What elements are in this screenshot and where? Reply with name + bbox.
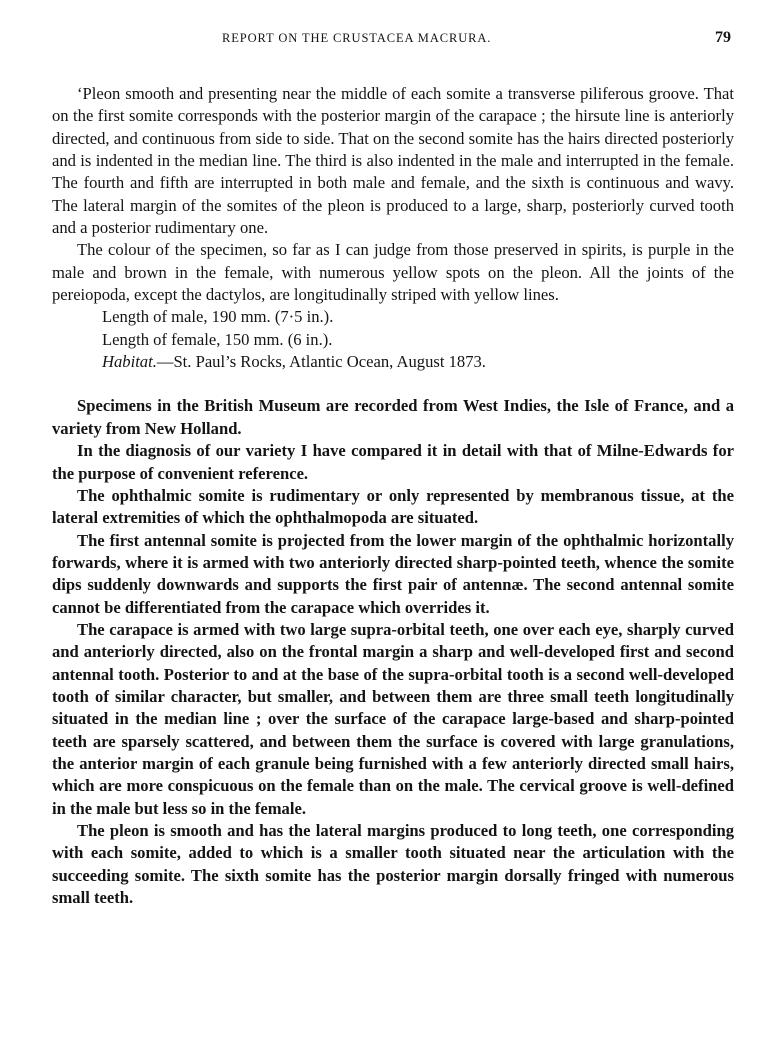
habitat-text: —St. Paul’s Rocks, Atlantic Ocean, August 1873. [156,352,486,372]
paragraph-colour: The colour of the specimen, so far as I can judge from those preserved in spirits, is purple in the male and brown in the female, with numerous yellow spots on the pleon. All the joints of the pereiopoda, except the dactylos, are longitudinally striped with yellow lines. [52,240,734,305]
paragraph-carapace: The carapace is armed with two large supra-orbital teeth, one over each eye, sharply curved and anteriorly directed, also on the frontal margin a sharp and well-developed first and second antennal tooth. Posterior to and at the base of the supra-orbital tooth is a second well-developed tooth of similar character, but smaller, and between them are three small teeth longitudinally situated in the median line ; over the surface of the carapace large-based and sharp-pointed teeth are sparsely scattered, and between them the surface is covered with large granulations, the anterior margin of each granule being furnished with a few anteriorly directed small hairs, which are more conspicuous on the female than on the male. The cervical groove is well-defined in the male but less so in the female. [52,619,734,818]
length-female: Length of female, 150 mm. (6 in.). [102,329,333,349]
running-head: REPORT ON THE CRUSTACEA MACRURA. [222,31,492,45]
length-male: Length of male, 190 mm. (7·5 in.). [102,307,334,327]
section-gap [52,373,734,395]
page-header [0,31,776,51]
paragraph-diagnosis: In the diagnosis of our variety I have compared it in detail with that of Milne-Edwards for the purpose of convenient reference. [52,441,734,483]
habitat-label: Habitat. [102,352,157,372]
paragraph-specimens: Specimens in the British Museum are recorded from West Indies, the Isle of France, and a variety from New Holland. [52,396,734,438]
paragraph-antennal: The first antennal somite is projected from the lower margin of the ophthalmic horizontally forwards, where it is armed with two anteriorly directed sharp-pointed teeth, whence the somite dips suddenly downwards and supports the first pair of antennæ. The second antennal somite cannot be differentiated from the carapace which overrides it. [52,530,734,617]
page-number: 79 [715,29,731,46]
body-text [52,83,734,909]
habitat [52,351,734,373]
paragraph-ophthalmic: The ophthalmic somite is rudimentary or only represented by membranous tissue, at the lateral extremities of which the ophthalmopoda are situated. [52,485,734,528]
paragraph-pleon-teeth: The pleon is smooth and has the lateral margins produced to long teeth, one corresponding with each somite, added to which is a smaller tooth situated near the articulation with the succeeding somite. The sixth somite has the posterior margin dorsally fringed with numerous small teeth. [52,821,734,908]
paragraph-pleon: ‘Pleon smooth and presenting near the middle of each somite a transverse piliferous groove. That on the first somite corresponds with the posterior margin of the carapace ; the hirsute line is anteriorly directed, and continuous from side to side. That on the second somite has the hairs directed posteriorly and is indented in the median line. The third is also indented in the male and interrupted in the female. The fourth and fifth are interrupted in both male and female, and the sixth is continuous and wavy. The lateral margin of the somites of the pleon is produced to a large, sharp, posteriorly curved tooth and a posterior rudimentary one. [52,84,734,238]
